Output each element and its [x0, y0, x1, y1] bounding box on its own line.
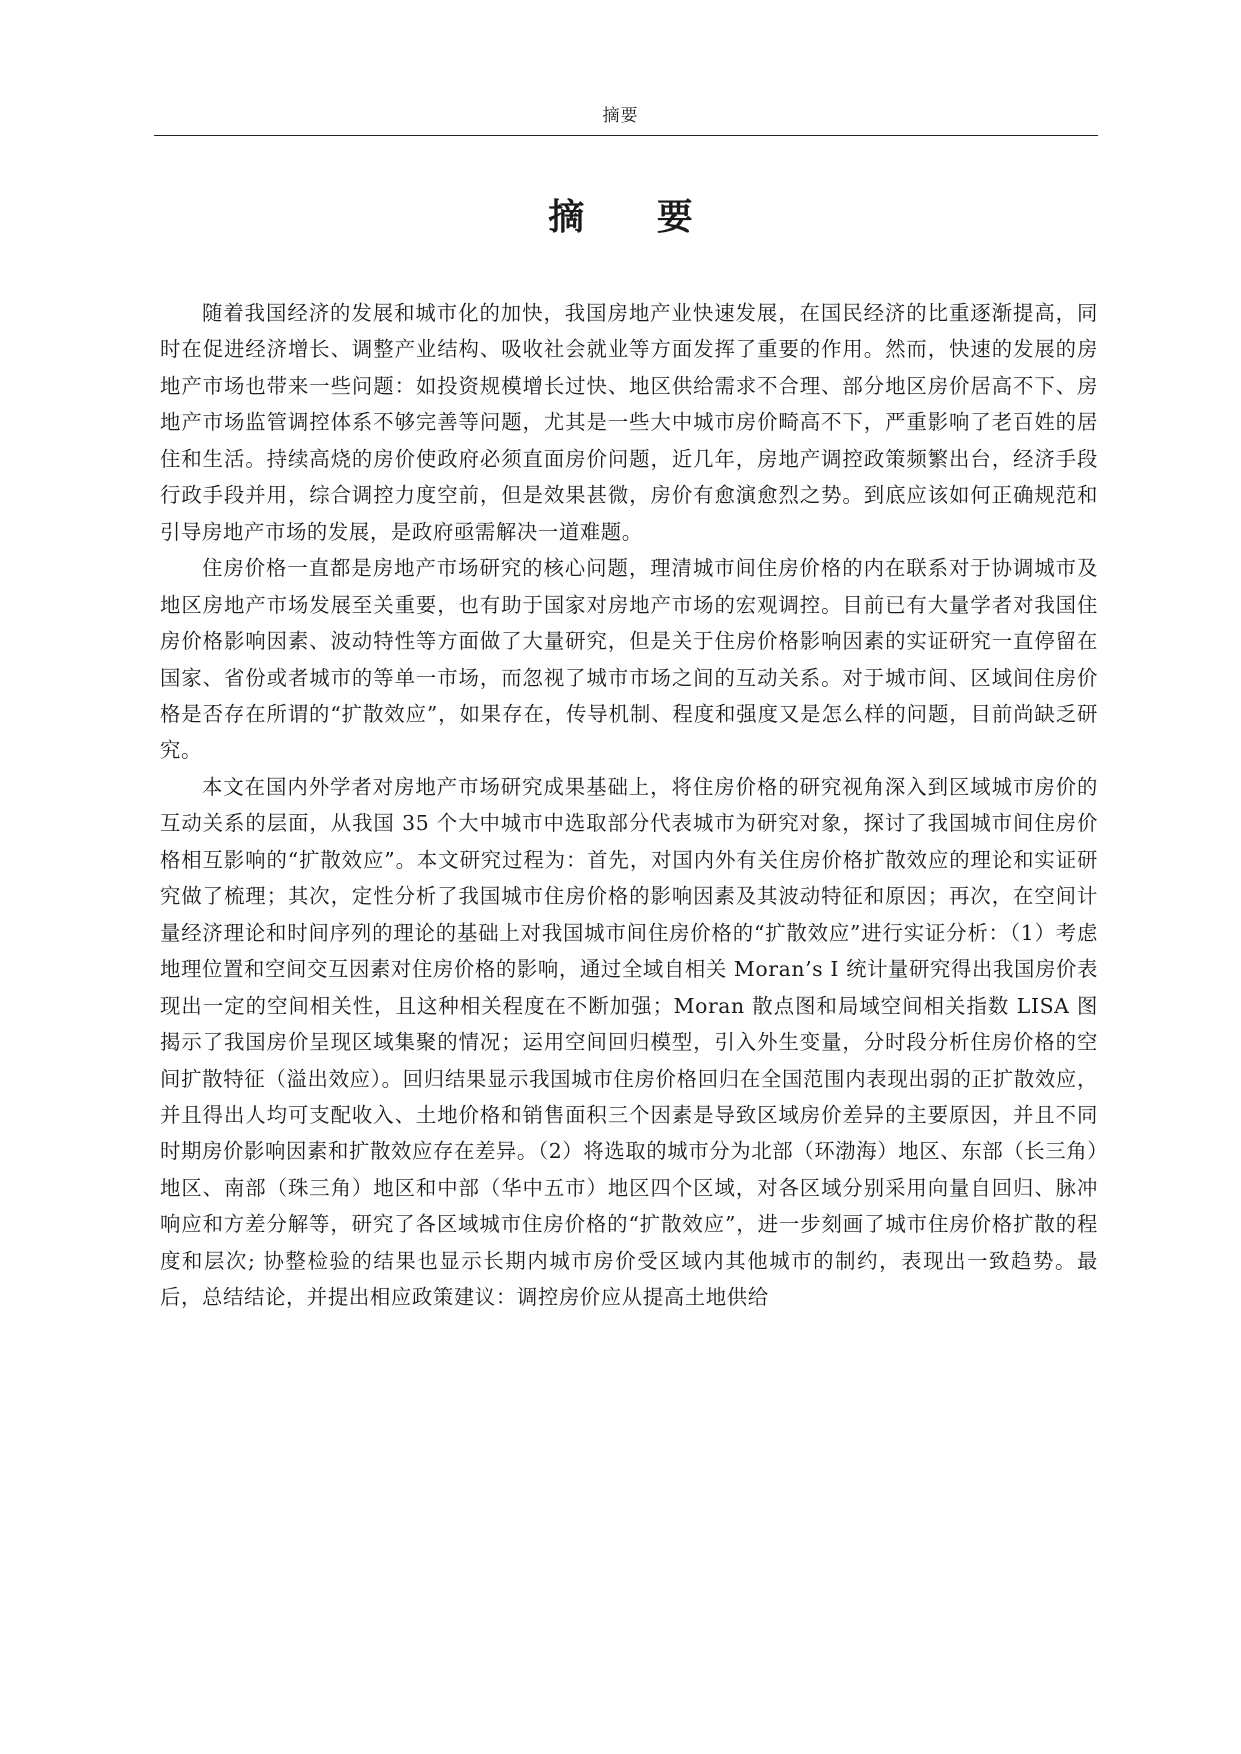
abstract-paragraph-2: 住房价格一直都是房地产市场研究的核心问题，理清城市间住房价格的内在联系对于协调城市及地区房地产市场发展至关重要，也有助于国家对房地产市场的宏观调控。目前已有大量学者对我国住房价格影响因素、波动特性等方面做了大量研究，但是关于住房价格影响因素的实证研究一直停留在国家、省份或者城市的等单一市场，而忽视了城市市场之间的互动关系。对于城市间、区域间住房价格是否存在所谓的“扩散效应”，如果存在，传导机制、程度和强度又是怎么样的问题，目前尚缺乏研究。 [160, 556, 1098, 763]
abstract-body [160, 295, 1098, 1316]
abstract-paragraph-1: 随着我国经济的发展和城市化的加快，我国房地产业快速发展，在国民经济的比重逐渐提高，同时在促进经济增长、调整产业结构、吸收社会就业等方面发挥了重要的作用。然而，快速的发展的房地产市场也带来一些问题：如投资规模增长过快、地区供给需求不合理、部分地区房价居高不下、房地产市场监管调控体系不够完善等问题，尤其是一些大中城市房价畸高不下，严重影响了老百姓的居住和生活。持续高烧的房价使政府必须直面房价问题，近几年，房地产调控政策频繁出台，经济手段行政手段并用，综合调控力度空前，但是效果甚微，房价有愈演愈烈之势。到底应该如何正确规范和引导房地产市场的发展，是政府亟需解决一道难题。 [160, 301, 1098, 544]
running-header: 摘要 [602, 106, 639, 126]
page-title: 摘 要 [548, 197, 723, 238]
header-divider [154, 135, 1098, 136]
abstract-paragraph-3: 本文在国内外学者对房地产市场研究成果基础上，将住房价格的研究视角深入到区域城市房价的互动关系的层面，从我国 35 个大中城市中选取部分代表城市为研究对象，探讨了我国城市间住房价格相互影响的“扩散效应”。本文研究过程为：首先，对国内外有关住房价格扩散效应的理论和实证研究做了梳理；其次，定性分析了我国城市住房价格的影响因素及其波动特征和原因；再次，在空间计量经济理论和时间序列的理论的基础上对我国城市间住房价格的“扩散效应”进行实证分析：（1）考虑地理位置和空间交互因素对住房价格的影响，通过全域自相关 Moran’s I 统计量研究得出我国房价表现出一定的空间相关性，且这种相关程度在不断加强；Moran 散点图和局域空间相关指数 LISA 图揭示了我国房价呈现区域集聚的情况；运用空间回归模型，引入外生变量，分时段分析住房价格的空间扩散特征（溢出效应）。回归结果显示我国城市住房价格回归在全国范围内表现出弱的正扩散效应，并且得出人均可支配收入、土地价格和销售面积三个因素是导致区域房价差异的主要原因，并且不同时期房价影响因素和扩散效应存在差异。（2）将选取的城市分为北部（环渤海）地区、东部（长三角）地区、南部（珠三角）地区和中部（华中五市）地区四个区域，对各区域分别采用向量自回归、脉冲响应和方差分解等，研究了各区域城市住房价格的“扩散效应”，进一步刻画了城市住房价格扩散的程度和层次; 协整检验的结果也显示长期内城市房价受区域内其他城市的制约，表现出一致趋势。最后，总结结论，并提出相应政策建议：调控房价应从提高土地供给 [160, 774, 1098, 1310]
